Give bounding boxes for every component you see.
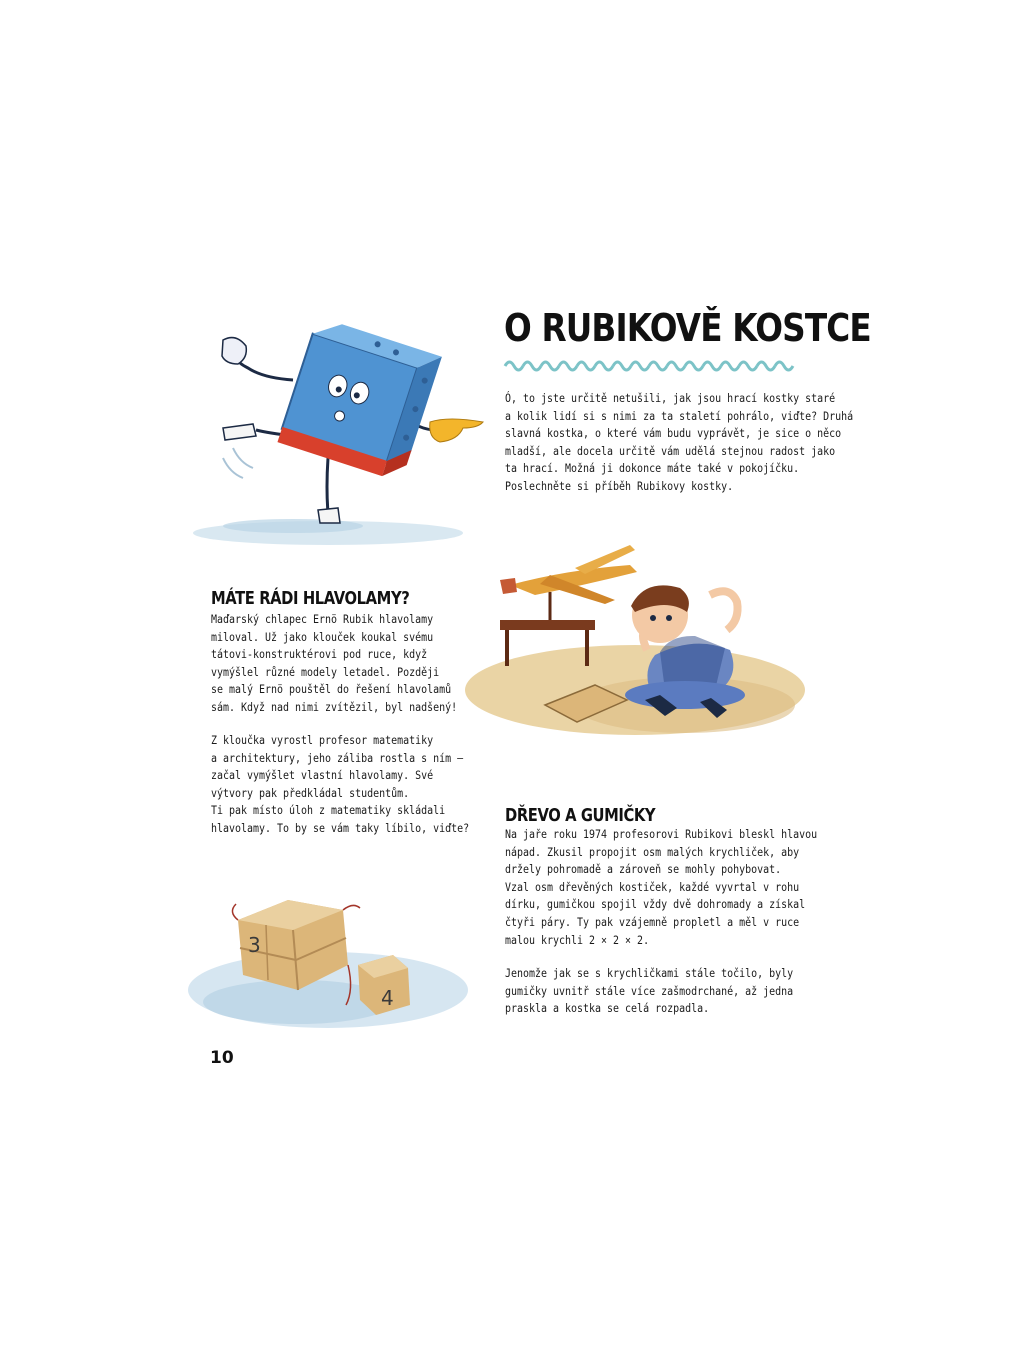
cube-number-3: 3 <box>248 933 261 957</box>
page-title: O RUBIKOVĚ KOSTCE <box>504 306 871 350</box>
section-heading-hlavolamy: MÁTE RÁDI HLAVOLAMY? <box>211 588 410 609</box>
wave-segment <box>649 362 667 370</box>
section1-paragraph-1: Maďarský chlapec Ernö Rubik hlavolamy miloval. Už jako klouček koukal svému tátovi-konstruktérovi pod ruce, když vymýšlel různé modely letadel. Později se malý Ernö pouštěl do řešení hlavolamů sám. Když nad nimi zvítězil, byl nadšený! <box>211 612 458 714</box>
wave-segment <box>631 362 649 370</box>
wave-segment <box>505 362 523 370</box>
wooden-cubes-illustration <box>178 880 478 1050</box>
boy-puzzle-illustration <box>455 540 785 740</box>
wave-segment <box>757 362 775 370</box>
wave-segment <box>721 362 739 370</box>
page-number: 10 <box>210 1048 234 1068</box>
section2-paragraph-2: Jenomže jak se s krychličkami stále točilo, byly gumičky uvnitř stále více zašmodrchané, až jedna praskla a kostka se celá rozpadla. <box>505 966 794 1016</box>
wave-segment <box>739 362 757 370</box>
dice-character-illustration <box>178 318 488 558</box>
wave-segment <box>595 362 613 370</box>
wave-segment <box>541 362 559 370</box>
wave-segment <box>685 362 703 370</box>
wave-segment <box>613 362 631 370</box>
intro-paragraph: Ó, to jste určitě netušili, jak jsou hrací kostky staré a kolik lidí si s nimi za ta staletí pohrálo, viďte? Druhá slavná kostka, o které vám budu vyprávět, je sice o něco mladší, ale docela určitě vám udělá stejnou radost jako ta hrací. Možná ji dokonce máte také v pokojíčku. Poslechněte si příběh Rubikovy kostky. <box>505 391 854 493</box>
wave-segment <box>775 362 793 370</box>
section2-paragraph-1: Na jaře roku 1974 profesorovi Rubikovi bleskl hlavou nápad. Zkusil propojit osm malých krychliček, aby držely pohromadě a zároveň se mohly pohybovat. Vzal osm dřevěných kostiček, každé vyvrtal v rohu dírku, gumičkou spojil vždy dvě dohromady a získal čtyři páry. Ty pak vzájemně propletl a měl v ruce malou krychli 2 × 2 × 2. <box>505 827 818 947</box>
wave-segment <box>577 362 595 370</box>
wave-segment <box>523 362 541 370</box>
wave-segment <box>703 362 721 370</box>
wave-ornament <box>505 358 797 374</box>
cube-number-4: 4 <box>381 986 394 1010</box>
wave-segment <box>667 362 685 370</box>
section1-paragraph-2: Z kloučka vyrostl profesor matematiky a architektury, jeho záliba rostla s ním – začal vymýšlet vlastní hlavolamy. Své výtvory pak předkládal studentům. Ti pak místo úloh z matematiky skládali hlavolamy. To by se vám taky líbilo, viďte? <box>211 733 470 835</box>
wave-segment <box>559 362 577 370</box>
section-heading-drevo: DŘEVO A GUMIČKY <box>505 805 656 826</box>
